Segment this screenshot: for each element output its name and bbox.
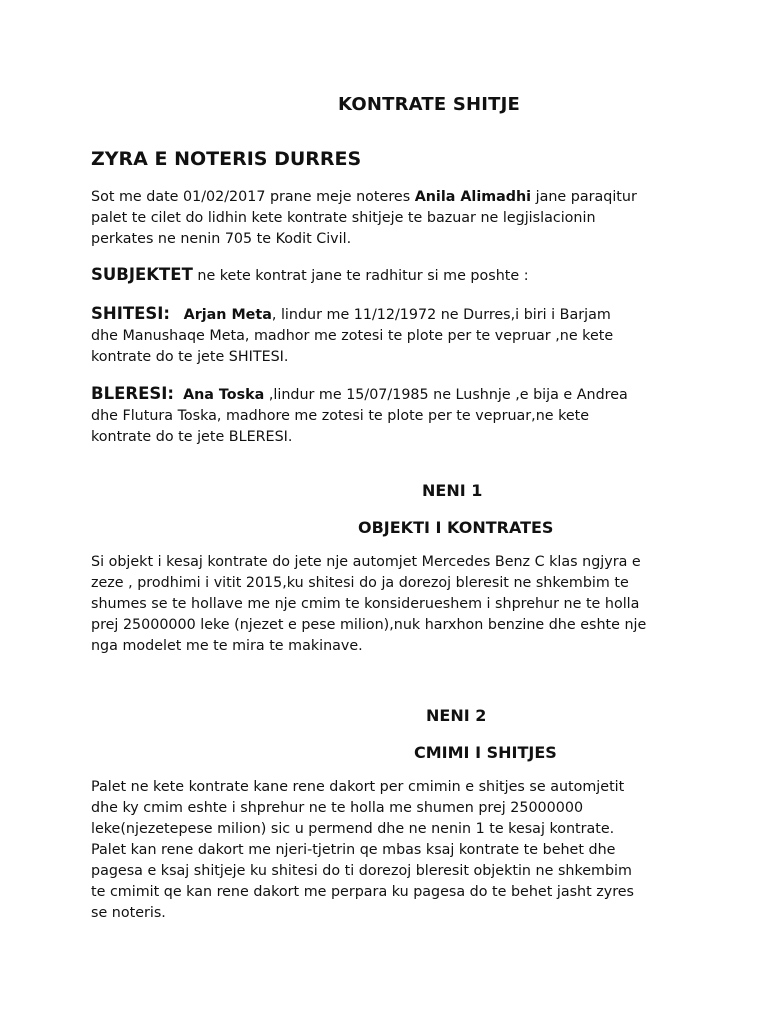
notary-name: Anila Alimadhi — [414, 189, 532, 205]
seller-text: , lindur me 11/12/1972 ne Durres,i biri i Barjam — [271, 307, 611, 323]
document-title: KONTRATE SHITJE — [338, 94, 521, 115]
seller-name: Arjan Meta — [183, 307, 272, 323]
article-2-line: dhe ky cmim eshte i shprehur ne te holla me shumen prej 25000000 — [91, 800, 584, 816]
subjects-text: ne kete kontrat jane te radhitur si me poshte : — [192, 268, 529, 284]
seller-label: SHITESI: — [91, 304, 170, 323]
seller-line-2: dhe Manushaqe Meta, madhor me zotesi te plote per te vepruar ,ne kete — [91, 328, 614, 344]
buyer-name: Ana Toska — [183, 387, 265, 403]
seller-paragraph — [91, 303, 691, 368]
article-1-line: Si objekt i kesaj kontrate do jete nje automjet Mercedes Benz C klas ngjyra e — [91, 554, 641, 570]
buyer-line-2: dhe Flutura Toska, madhore me zotesi te plote per te vepruar,ne kete — [91, 408, 590, 424]
buyer-paragraph — [91, 383, 691, 448]
article-2-line: pagesa e ksaj shitjeje ku shitesi do ti dorezoj bleresit objektin ne shkembim — [91, 863, 632, 879]
article-2-line: se noteris. — [91, 905, 166, 921]
seller-line-3: kontrate do te jete SHITESI. — [91, 349, 289, 365]
article-1-line: zeze , prodhimi i vitit 2015,ku shitesi do ja dorezoj bleresit ne shkembim te — [91, 575, 629, 591]
notary-office-heading: ZYRA E NOTERIS DURRES — [91, 148, 362, 170]
article-2-number: NENI 2 — [426, 706, 487, 725]
article-1-body — [91, 552, 691, 657]
article-2-line: Palet ne kete kontrate kane rene dakort per cmimin e shitjes se automjetit — [91, 779, 625, 795]
subjects-label: SUBJEKTET — [91, 265, 193, 284]
buyer-text: ,lindur me 15/07/1985 ne Lushnje ,e bija e Andrea — [264, 387, 628, 403]
subjects-paragraph — [91, 264, 691, 287]
intro-line-3: perkates ne nenin 705 te Kodit Civil. — [91, 231, 352, 247]
article-2-body — [91, 777, 691, 924]
article-2-line: Palet kan rene dakort me njeri-tjetrin qe mbas ksaj kontrate te behet dhe — [91, 842, 616, 858]
article-2-heading: CMIMI I SHITJES — [414, 743, 557, 762]
intro-text: jane paraqitur — [531, 189, 637, 205]
article-1-number: NENI 1 — [422, 481, 483, 500]
intro-line-1 — [91, 187, 691, 208]
intro-line-2: palet te cilet do lidhin kete kontrate shitjeje te bazuar ne legjislacionin — [91, 210, 596, 226]
buyer-label: BLERESI: — [91, 384, 174, 403]
article-1-line: prej 25000000 leke (njezet e pese milion),nuk harxhon benzine dhe eshte nje — [91, 617, 647, 633]
article-2-line: leke(njezetepese milion) sic u permend dhe ne nenin 1 te kesaj kontrate. — [91, 821, 615, 837]
article-2-line: te cmimit qe kan rene dakort me perpara ku pagesa do te behet jasht zyres — [91, 884, 635, 900]
article-1-heading: OBJEKTI I KONTRATES — [358, 518, 554, 537]
buyer-line-3: kontrate do te jete BLERESI. — [91, 429, 293, 445]
article-1-line: shumes se te hollave me nje cmim te konsiderueshem i shprehur ne te holla — [91, 596, 640, 612]
intro-text: Sot me date 01/02/2017 prane meje noteres — [91, 189, 415, 205]
intro-paragraph — [91, 187, 691, 250]
article-1-line: nga modelet me te mira te makinave. — [91, 638, 363, 654]
